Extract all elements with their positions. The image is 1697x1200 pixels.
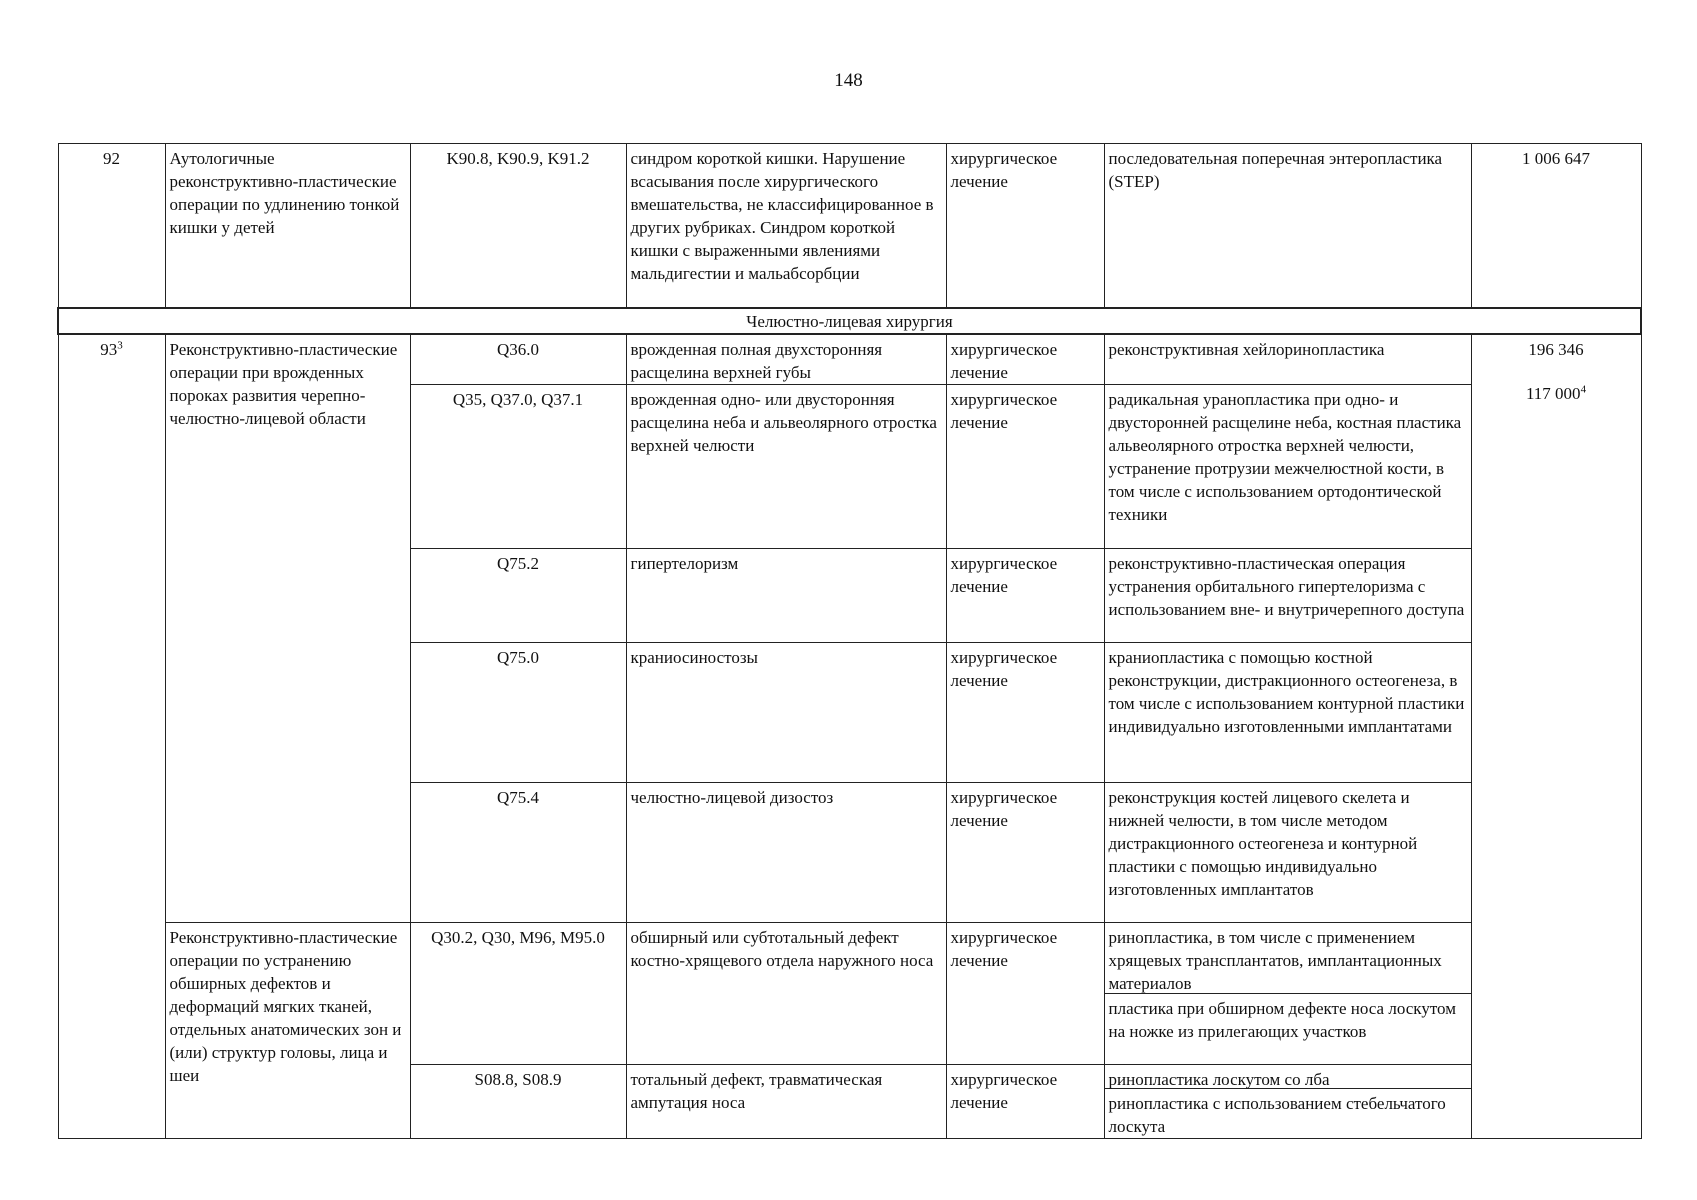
treatment-method: реконструкция костей лицевого скелета и нижней челюсти, в том числе методом дистракционного остеогенеза и контурной пластики с помощью индивидуально изготовленных имплантатов (1104, 782, 1471, 922)
icd-codes: S08.8, S08.9 (410, 1064, 626, 1138)
treatment-method: краниопластика с помощью костной реконструкции, дистракционного остеогенеза, в том числе с использованием контурной пластики индивидуально изготовленными имплантатами (1104, 642, 1471, 782)
footnote-mark: 3 (117, 338, 123, 351)
cost (1471, 334, 1641, 1139)
page-number: 148 (834, 70, 863, 91)
procedures-table (57, 143, 1642, 1139)
patient-model: синдром короткой кишки. Нарушение всасывания после хирургического вмешательства, не классифицированное в других рубриках. Синдром короткой кишки с выраженными явлениями мальдигестии и мальабсорбции (626, 144, 946, 308)
method-option: ринопластика с использованием стебельчатого лоскута (1105, 1088, 1471, 1138)
row-number: $93^3$ (58, 334, 165, 1139)
treatment-type: хирургическое лечение (946, 144, 1104, 308)
treatment-type: хирургическое лечение (946, 548, 1104, 642)
procedure-name: Реконструктивно-пластические операции при врожденных пороках развития черепно-челюстно-лицевой области (165, 334, 410, 923)
treatment-method: последовательная поперечная энтеропластика (STEP) (1104, 144, 1471, 308)
icd-codes: K90.8, K90.9, K91.2 (410, 144, 626, 308)
table-row (58, 922, 1641, 1064)
patient-model: челюстно-лицевой дизостоз (626, 782, 946, 922)
cost-value: 196 346 (1528, 339, 1584, 359)
row-number: 92 (58, 144, 165, 308)
procedure-name: Аутологичные реконструктивно-пластические операции по удлинению тонкой кишки у детей (165, 144, 410, 308)
patient-model: обширный или субтотальный дефект костно-хрящевого отдела наружного носа (626, 922, 946, 1064)
patient-model: краниосиностозы (626, 642, 946, 782)
icd-codes: Q75.0 (410, 642, 626, 782)
method-option: пластика при обширном дефекте носа лоскутом на ножке из прилегающих участков (1105, 993, 1471, 1043)
patient-model: врожденная одно- или двусторонняя расщелина неба и альвеолярного отростка верхней челюсти (626, 384, 946, 548)
footnote-mark: 4 (1580, 382, 1587, 395)
treatment-method: радикальная уранопластика при одно- и двусторонней расщелине неба, костная пластика альвеолярного отростка верхней челюсти, устранение протрузии межчелюстной кости, в том числе с использованием ортодонтической техники (1104, 384, 1471, 548)
treatment-method (1104, 1064, 1471, 1138)
treatment-type: хирургическое лечение (946, 922, 1104, 1064)
table-row (58, 144, 1641, 308)
cost: 1 006 647 (1471, 144, 1641, 308)
method-option: ринопластика лоскутом со лба (1108, 1069, 1330, 1089)
method-option: ринопластика, в том числе с применением хрящевых трансплантатов, имплантационных материалов (1108, 927, 1442, 993)
treatment-type: хирургическое лечение (946, 384, 1104, 548)
icd-codes: Q75.4 (410, 782, 626, 922)
procedure-name: Реконструктивно-пластические операции по устранению обширных дефектов и деформаций мягких тканей, отдельных анатомических зон и (или) структур головы, лица и шеи (165, 922, 410, 1138)
icd-codes: Q30.2, Q30, M96, M95.0 (410, 922, 626, 1064)
icd-codes: Q35, Q37.0, Q37.1 (410, 384, 626, 548)
treatment-method: реконструктивно-пластическая операция устранения орбитального гипертелоризма с использованием вне- и внутричерепного доступа (1104, 548, 1471, 642)
icd-codes: Q36.0 (410, 334, 626, 385)
treatment-type: хирургическое лечение (946, 642, 1104, 782)
treatment-method: реконструктивная хейлоринопластика (1104, 334, 1471, 385)
cost-value: 117 $000^4$ (1525, 382, 1587, 403)
section-title: Челюстно-лицевая хирургия (58, 308, 1641, 334)
section-header-row (58, 308, 1641, 334)
patient-model: гипертелоризм (626, 548, 946, 642)
treatment-type: хирургическое лечение (946, 782, 1104, 922)
treatment-type: хирургическое лечение (946, 1064, 1104, 1138)
treatment-method (1104, 922, 1471, 1064)
patient-model: тотальный дефект, травматическая ампутация носа (626, 1064, 946, 1138)
patient-model: врожденная полная двухсторонняя расщелина верхней губы (626, 334, 946, 385)
icd-codes: Q75.2 (410, 548, 626, 642)
treatment-type: хирургическое лечение (946, 334, 1104, 385)
table-row (58, 334, 1641, 385)
